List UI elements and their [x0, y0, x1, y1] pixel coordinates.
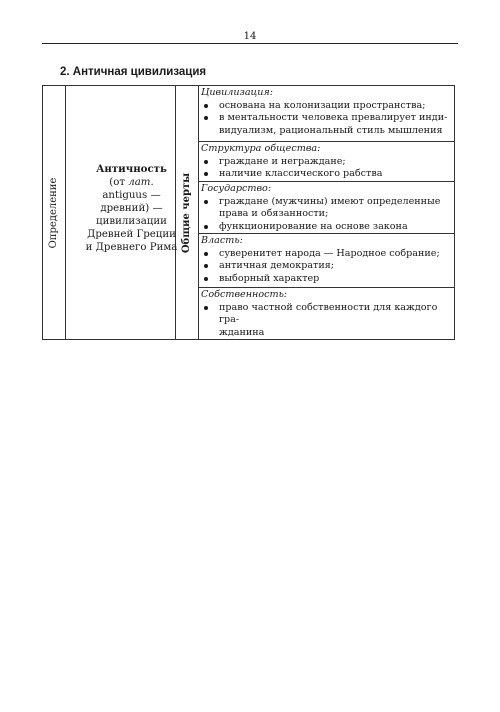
feature-block-power — [198, 234, 454, 288]
feature-block-property — [198, 288, 454, 340]
list-item-text: античная демократия; — [219, 260, 335, 272]
list-item-text: выборный характер — [219, 272, 320, 284]
etymology-abbr: лат. — [128, 177, 154, 188]
civilization-table — [42, 85, 455, 340]
bullet-icon — [204, 172, 208, 176]
block-title: Собственность: — [201, 289, 288, 300]
features-column-header: Общие черты — [181, 172, 192, 254]
definition-line-2: Древней Греции — [87, 229, 176, 240]
list-item — [201, 196, 451, 221]
definition-etymology — [83, 176, 180, 189]
etymology-open: (от — [109, 177, 129, 188]
feature-block-civilization — [198, 86, 454, 142]
list-item-text: граждане и неграждане; — [219, 155, 346, 167]
section-title: 2. Античная цивилизация — [60, 66, 207, 78]
bullet-icon — [204, 200, 208, 204]
list-item — [201, 221, 451, 234]
bullet-icon — [204, 116, 208, 120]
block-title: Цивилизация: — [201, 87, 274, 98]
definition-column-header: Определение — [48, 177, 59, 249]
list-item-text: в ментальности человека превалирует инди- видуализм, рациональный стиль мышления — [219, 112, 448, 136]
definition-latin: antiguus — — [102, 190, 161, 201]
definition-line-3: и Древнего Рима — [85, 242, 178, 253]
bullet-icon — [204, 104, 208, 108]
bullet-icon — [204, 252, 208, 256]
bullet-icon — [204, 277, 208, 281]
bullet-icon — [204, 264, 208, 268]
feature-block-state — [198, 182, 454, 234]
table-divider-1 — [65, 86, 66, 339]
list-item-text: функционирование на основе закона — [219, 220, 408, 232]
bullet-icon — [204, 225, 208, 229]
list-item — [201, 112, 451, 137]
feature-block-society — [198, 142, 454, 182]
list-item-text: право частной собственности для каждого гра- жданина — [219, 301, 438, 338]
block-title: Структура общества: — [201, 143, 321, 154]
definition-line-1: цивилизации — [96, 216, 167, 227]
list-item — [201, 168, 451, 181]
bullet-icon — [204, 160, 208, 164]
list-item-text: наличие классического рабства — [219, 168, 383, 180]
page-number: 14 — [243, 31, 257, 42]
block-title: Государство: — [201, 183, 272, 194]
header-rule — [42, 43, 458, 44]
list-item — [201, 302, 451, 340]
list-item — [201, 260, 451, 273]
list-item-text: суверенитет народа — Народное собрание; — [219, 247, 440, 259]
definition-meaning: древний) — — [100, 203, 163, 214]
list-item — [201, 156, 451, 169]
definition-cell — [83, 163, 180, 254]
definition-term: Античность — [96, 163, 167, 175]
features-column — [198, 86, 456, 339]
list-item-text: граждане (мужчины) имеют определенные права и обязанности; — [219, 195, 441, 220]
block-title: Власть: — [201, 235, 243, 246]
list-item — [201, 100, 451, 113]
list-item-text: основана на колонизации пространства; — [219, 99, 426, 111]
list-item — [201, 248, 451, 261]
bullet-icon — [204, 306, 208, 310]
list-item — [201, 273, 451, 286]
